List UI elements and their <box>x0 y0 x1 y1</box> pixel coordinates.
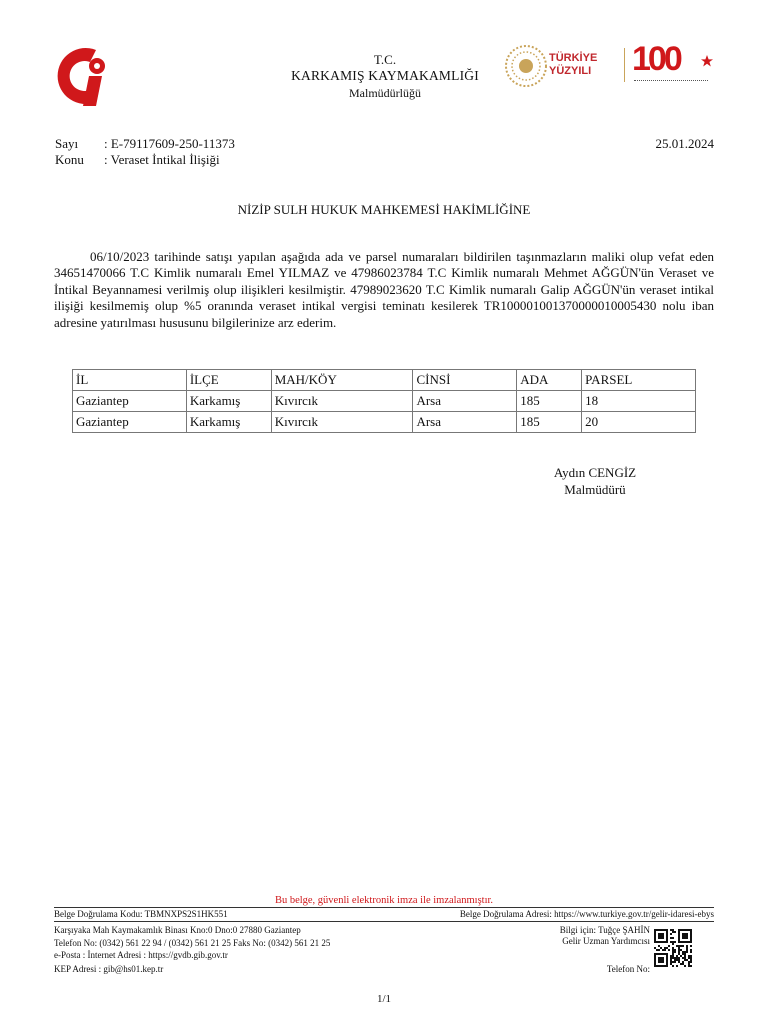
info-contact: Bilgi için: Tuğçe ŞAHİN <box>559 925 650 935</box>
footer-divider-top <box>54 907 714 908</box>
signer-title: Malmüdürü <box>564 482 626 497</box>
table-row <box>73 391 696 412</box>
table-cell: Kıvırcık <box>271 391 413 412</box>
emblem-divider <box>624 48 625 82</box>
page-number: 1/1 <box>376 993 392 1005</box>
table-cell: Arsa <box>413 391 517 412</box>
phone-label: Telefon No: <box>606 964 650 974</box>
centennial-fine-print <box>634 80 708 84</box>
column-header: CİNSİ <box>413 370 517 391</box>
header-institution: KARKAMIŞ KAYMAKAMLIĞI <box>291 68 479 83</box>
email-web: e-Posta : İnternet Adresi : https://gvdb.gib.gov.tr <box>54 950 228 960</box>
recipient-heading: NİZİP SULH HUKUK MAHKEMESİ HAKİMLİĞİNE <box>237 202 531 217</box>
verification-code: Belge Doğrulama Kodu: TBMNXPS2S1HK551 <box>54 909 228 919</box>
parcel-table <box>72 369 696 433</box>
table-cell: 185 <box>517 391 582 412</box>
table-cell: Gaziantep <box>73 391 187 412</box>
table-header-row <box>73 370 696 391</box>
table-cell: Kıvırcık <box>271 412 413 433</box>
table-cell: Arsa <box>413 412 517 433</box>
signer-name: Aydın CENGİZ <box>553 465 637 480</box>
column-header: İLÇE <box>186 370 271 391</box>
gib-logo <box>50 40 112 110</box>
emblem-word-1: TÜRKİYE <box>549 52 598 64</box>
centennial-logo <box>632 40 716 90</box>
body-paragraph: 06/10/2023 tarihinde satışı yapılan aşağıda ada ve parsel numaraları bildirilen taşınmazların maliki olup vefat eden 34651470066 T.C Kimlik numaralı Emel YILMAZ ve 47986023784 T.C Kimlik numaralı Mehmet AĞGÜN'ün Veraset ve İntikal Beyannamesi verilmiş olup ilişikleri kesilmiştir. 47989023620 T.C Kimlik numaralı Galip AĞGÜN'ün veraset intikal ilişiği kesilmemiş olup %5 oranında veraset intikal vergisi teminatı kesilerek TR100001001370000010005430 nolu iban adresine yatırılması hususunu bilgilerinize arz ederim. <box>54 249 714 330</box>
qr-code-icon <box>654 929 692 967</box>
footer-divider-bottom <box>54 921 714 922</box>
column-header: PARSEL <box>582 370 696 391</box>
verification-address: Belge Doğrulama Adresi: https://www.turkiye.gov.tr/gelir-idaresi-ebys <box>459 909 714 919</box>
centennial-number: 100 <box>632 40 680 78</box>
table-row <box>73 412 696 433</box>
emblem-word-2: YÜZYILI <box>549 65 592 77</box>
office-address: Karşıyaka Mah Kaymakamlık Binası Kno:0 Dno:0 27880 Gaziantep <box>54 925 301 935</box>
column-header: MAH/KÖY <box>271 370 413 391</box>
qr-code <box>654 929 692 967</box>
kep-address: KEP Adresi : gib@hs01.kep.tr <box>54 964 164 974</box>
sayi-value: : E-79117609-250-11373 <box>104 136 235 151</box>
table-cell: Karkamış <box>186 412 271 433</box>
emblem-seal-icon <box>505 43 547 89</box>
esign-notice: Bu belge, güvenli elektronik imza ile imzalanmıştır. <box>274 895 494 906</box>
table-cell: Gaziantep <box>73 412 187 433</box>
table-cell: 20 <box>582 412 696 433</box>
table-cell: Karkamış <box>186 391 271 412</box>
konu-value: : Veraset İntikal İlişiği <box>104 152 220 167</box>
turkiye-yuzyili-emblem <box>505 42 617 90</box>
column-header: İL <box>73 370 187 391</box>
crescent-star-icon <box>700 54 714 68</box>
header-tc: T.C. <box>373 52 397 67</box>
column-header: ADA <box>517 370 582 391</box>
gib-logo-icon <box>50 40 112 110</box>
konu-label: Konu <box>55 152 84 167</box>
info-title: Gelir Uzman Yardımcısı <box>562 936 650 946</box>
table-cell: 18 <box>582 391 696 412</box>
document-date: 25.01.2024 <box>655 136 714 151</box>
letter-body <box>54 249 714 331</box>
table-cell: 185 <box>517 412 582 433</box>
sayi-label: Sayı <box>55 136 79 151</box>
phone-fax: Telefon No: (0342) 561 22 94 / (0342) 561 21 25 Faks No: (0342) 561 21 25 <box>54 938 331 948</box>
header-department: Malmüdürlüğü <box>349 86 421 100</box>
